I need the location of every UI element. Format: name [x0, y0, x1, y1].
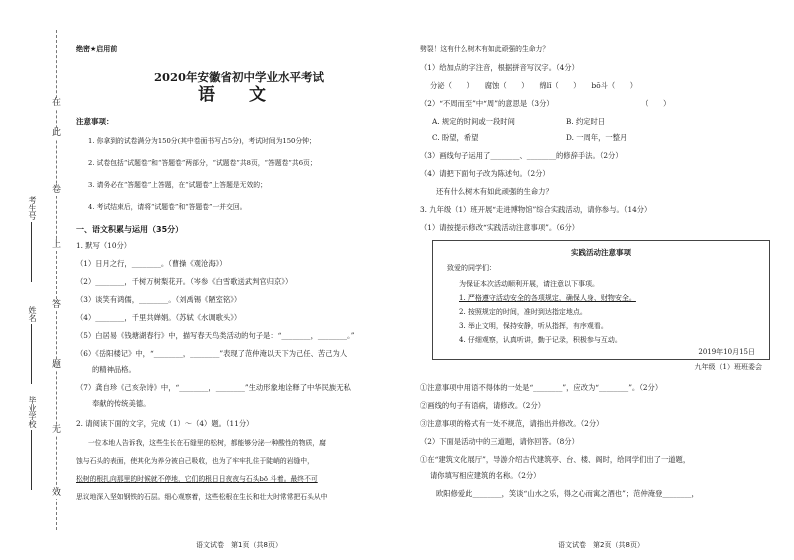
question-item: （3）画线句子运用了________、________的修辞手法。（2分） — [420, 151, 623, 160]
question-item: ③注意事项的格式有一处不规范，请指出并修改。（2分） — [420, 419, 604, 428]
note-item: 1. 你拿到的试卷满分为150分(其中卷面书写占5分)，考试时间为150分钟； — [88, 137, 316, 145]
exam-page-2 — [420, 0, 782, 560]
question-item: 请你填写相应建筑的名称。（2分） — [430, 471, 541, 480]
notice-title: 实践活动注意事项 — [571, 248, 631, 257]
passage-line: 蚀与石头的表面，使其化为养分被自己吸收，也为了牢牢扎住于陡峭的岩缝中， — [76, 457, 314, 465]
question-item: 欧阳修爱此________，笑谈“山水之乐，得之心而寓之酒也”；范仲淹登________， — [436, 489, 699, 498]
page-footer: 语文试卷 第1页（共8页） — [196, 541, 282, 549]
seal-char: 效 — [51, 488, 61, 498]
notice-signature: 九年级（1）班班委会 — [694, 363, 762, 371]
notice-greeting: 致爱的同学们： — [447, 264, 496, 272]
question-item: （4）________，千里共婵娟。（苏轼《水调歌头》） — [76, 313, 242, 322]
notice-intro: 为保证本次活动顺利开展，请注意以下事项。 — [459, 280, 599, 288]
name-field[interactable] — [22, 306, 42, 384]
secret-mark: 绝密★启用前 — [76, 45, 118, 53]
exam-title: 2020年安徽省初中学业水平考试 — [153, 70, 324, 84]
exam-page-1 — [76, 0, 402, 560]
seal-char: 题 — [51, 360, 61, 370]
question-heading: 1. 默写（10分） — [76, 241, 132, 250]
seal-char: 此 — [51, 128, 61, 138]
question-item: 还有什么树木有如此顽强的生命力？ — [436, 187, 553, 196]
note-item: 3. 请务必在“答题卷”上答题，在“试题卷”上答题是无效的； — [88, 181, 267, 189]
question-item: （5）白居易《钱塘湖春行》中，描写春天鸟类活动的句子是：“________，________。” — [76, 331, 355, 340]
question-item: （1）请按提示修改“实践活动注意事项”。（6分） — [420, 223, 580, 232]
question-item: ①在“建筑文化展厅”，导游介绍古代建筑亭、台、楼、阁时，给同学们出了一道题， — [420, 455, 691, 464]
notice-date: 2019年10月15日 — [698, 348, 755, 356]
notice-item: 1. 严格遵守活动安全的各项规定，确保人身、财物安全。 — [459, 294, 636, 302]
question-item: ②画线的句子有语病，请修改。（2分） — [420, 401, 546, 410]
field-label: 考生号 — [28, 196, 37, 220]
seal-char: 无 — [51, 425, 61, 435]
passage-line: 松树的根扎向那里的时候就不停地，它们的根日日夜夜与石头bō 斗着。最终不可 — [76, 475, 318, 483]
question-item: 奉献的传统美德。 — [92, 399, 151, 408]
seal-char: 在 — [51, 98, 61, 108]
notice-item: 2. 按照规定的时间，准时到达指定地点。 — [459, 308, 587, 316]
binding-margin — [0, 0, 72, 560]
subject-title: 语 文 — [198, 85, 280, 105]
school-field[interactable] — [22, 396, 42, 490]
question-item: ①注意事项中用语不得体的一处是“________”，应改为“________”。（2分） — [420, 383, 663, 392]
passage-line: 劈裂！这有什么树木有如此顽强的生命力？ — [420, 45, 550, 53]
passage-line: 思议地深入坚如钢铁的石层。细心观察着，这些松根在生长和壮大时常常把石头从中 — [76, 493, 328, 501]
option-row: A. 规定的时间或一段时间 B. 约定时日 — [432, 117, 606, 126]
option-row: C. 盼望，希望 D. 一周年，一整月 — [432, 133, 628, 142]
question-item: （7）龚自珍《己亥杂诗》中，“________，________”生动形象地诠释了中华民族无私 — [76, 383, 351, 392]
question-item: （2）________，千树万树梨花开。（岑参《白雪歌送武判官归京》） — [76, 277, 293, 286]
question-item: （4）请把下面句子改为陈述句。（2分） — [420, 169, 550, 178]
question-item: 的精神品格。 — [92, 365, 136, 374]
seal-char: 卷 — [51, 185, 61, 195]
page-footer: 语文试卷 第2页（共8页） — [558, 541, 644, 549]
question-item: （1）给加点的字注音，根据拼音写汉字。（4分） — [420, 63, 579, 72]
seal-char: 答 — [51, 300, 61, 310]
question-heading: 2. 请阅读下面的文字，完成（1）～（4）题。（11分） — [76, 419, 254, 428]
note-item: 2. 试卷包括“试题卷”和“答题卷”两部分，“试题卷”共8页，“答题卷”共6页； — [88, 159, 317, 167]
field-label: 姓名 — [28, 306, 37, 322]
question-item: （6）《岳阳楼记》中，“________，________”表现了范仲淹以天下为己任、苦己为人 — [76, 349, 348, 358]
notes-heading: 注意事项： — [76, 117, 114, 126]
seal-char: 上 — [51, 240, 61, 250]
question-item: （2）“不周而至”中“周”的意思是（3分） （ ） — [420, 99, 671, 108]
notice-item: 4. 仔细观察，认真听讲，勤于记录，积极参与互动。 — [459, 336, 622, 344]
question-item: （3）谈笑有鸿儒，________。（刘禹锡《陋室铭》） — [76, 295, 242, 304]
candidate-number-field[interactable] — [22, 196, 42, 282]
question-item: 分泌（ ） 腐蚀（ ） 绵lǐ（ ） bō斗（ ） — [430, 81, 638, 90]
notice-item: 3. 举止文明，保持安静，听从指挥，有序观看。 — [459, 322, 608, 330]
question-item: （1）日月之行，________。（曹操《观沧海》） — [76, 259, 227, 268]
note-item: 4. 考试结束后，请将“试题卷”和“答题卷”一并交回。 — [88, 203, 247, 211]
question-heading: 3. 九年级（1）班开展“走进博物馆”综合实践活动，请你参与。（14分） — [420, 205, 652, 214]
field-label: 毕业学校 — [28, 396, 37, 428]
question-item: （2）下面是活动中的三道题，请你回答。（8分） — [420, 437, 579, 446]
notice-box — [432, 240, 770, 360]
section-heading: 一、语文积累与运用（35分） — [76, 225, 184, 234]
passage-line: 一位本地人告诉我，这些生长在石缝里的松树，都能够分泌一种酸性的物质，腐 — [88, 439, 326, 447]
